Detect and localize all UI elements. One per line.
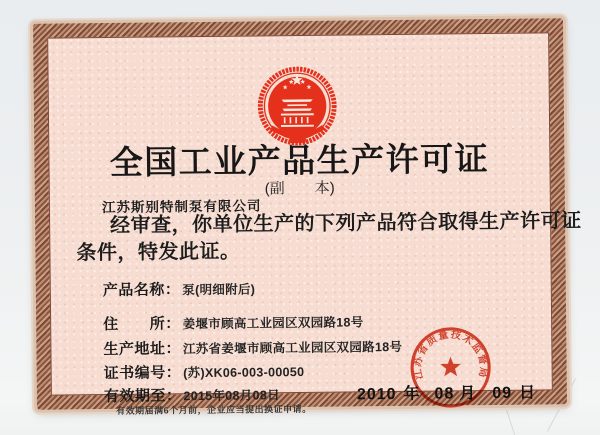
day-unit: 日	[519, 384, 536, 402]
svg-text:江苏省质量技术监督局	[410, 327, 491, 382]
field-value: 姜堰市顾高工业园区双园路18号	[182, 315, 364, 332]
paper-crease	[503, 400, 516, 435]
field-residence	[103, 310, 364, 334]
seal-star-icon	[440, 356, 461, 376]
company-name: 江苏斯别特制泵有限公司	[101, 198, 262, 216]
field-value: (苏)XK06-003-00050	[183, 364, 305, 381]
issue-day: 09	[492, 384, 513, 402]
month-unit: 月	[459, 385, 476, 403]
issue-year: 2010	[356, 385, 397, 404]
field-value: 2015年08月08日	[183, 388, 280, 404]
field-production-address	[103, 335, 402, 359]
license-statement	[76, 208, 582, 267]
certificate-subtitle: (副 本)	[264, 179, 335, 198]
statement-line-1: 经审查，你单位生产的下列产品符合取得生产许可证	[109, 210, 582, 237]
certificate-title: 全国工业产品生产许可证	[109, 140, 490, 181]
certificate-inner-paper	[47, 32, 582, 416]
certificate-content	[48, 33, 582, 416]
field-value: 泵(明细附后)	[182, 282, 256, 298]
field-label: 住 所：	[103, 315, 181, 334]
field-label: 生产地址：	[103, 340, 182, 359]
field-product-name	[103, 277, 256, 300]
certificate	[33, 18, 582, 416]
renewal-note: 有效期届满6个月前，企业应当提出换证申请。	[115, 403, 312, 416]
year-unit: 年	[403, 385, 420, 403]
official-seal-icon	[408, 325, 493, 410]
field-label: 产品名称：	[102, 281, 181, 300]
seal-text: 江苏省质量技术监督局	[412, 329, 489, 381]
statement-line-2: 条件，特发此证。	[76, 240, 241, 265]
field-value: 江苏省姜堰市顾高工业园区双园路18号	[182, 339, 403, 357]
field-label: 有效期至：	[103, 387, 182, 406]
field-certificate-number	[104, 360, 305, 383]
issue-month: 08	[434, 385, 455, 403]
field-label: 证书编号：	[103, 364, 182, 383]
